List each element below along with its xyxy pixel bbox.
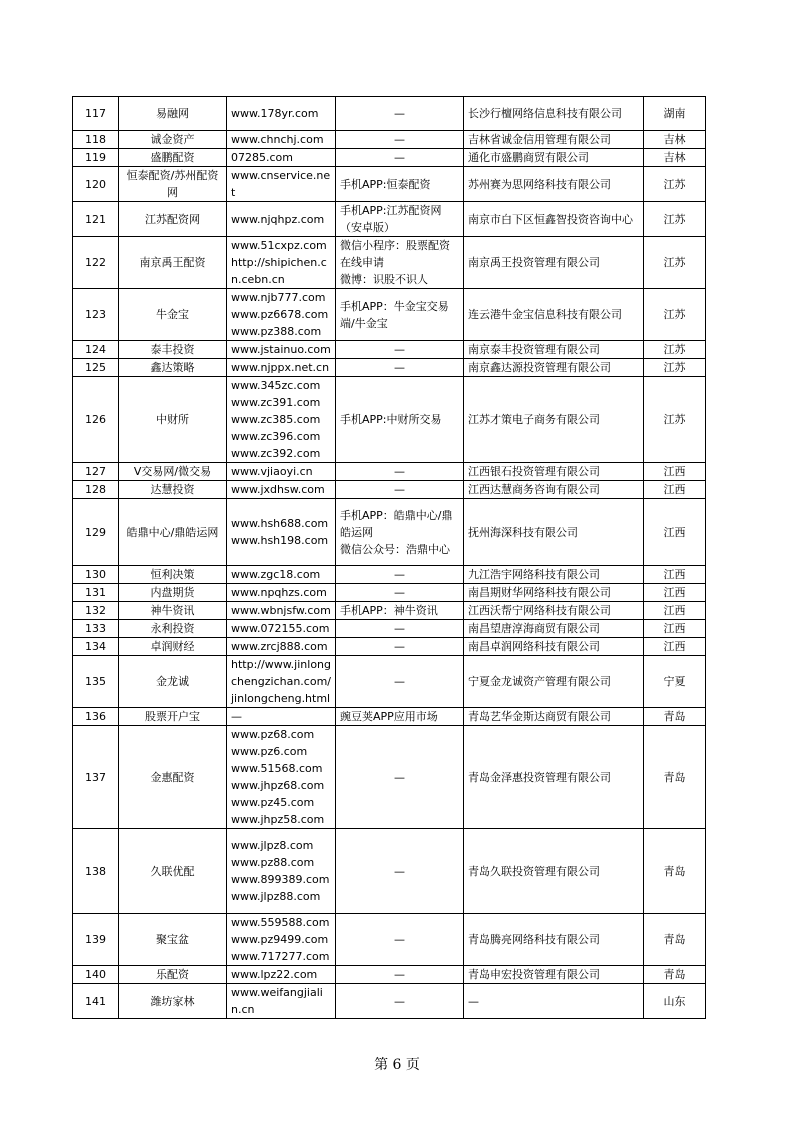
platform-name-cell: 永利投资 — [119, 620, 227, 638]
website-cell: www.hsh688.com www.hsh198.com — [227, 499, 336, 566]
row-number-cell: 119 — [73, 149, 119, 167]
app-cell: — — [336, 914, 464, 966]
website-cell: www.weifangjialin.cn — [227, 984, 336, 1019]
company-cell: 连云港牛金宝信息科技有限公司 — [464, 289, 644, 341]
company-cell: 青岛金泽惠投资管理有限公司 — [464, 726, 644, 829]
company-cell: 江西银石投资管理有限公司 — [464, 463, 644, 481]
company-cell: 南京鑫达源投资管理有限公司 — [464, 359, 644, 377]
app-cell: 手机APP:中财所交易 — [336, 377, 464, 463]
table-row — [73, 984, 706, 1019]
company-cell: 青岛艺华金斯达商贸有限公司 — [464, 708, 644, 726]
app-cell: 手机APP：牛金宝交易端/牛金宝 — [336, 289, 464, 341]
province-cell: 青岛 — [644, 966, 706, 984]
province-cell: 宁夏 — [644, 656, 706, 708]
table-row — [73, 914, 706, 966]
table-body — [73, 97, 706, 1019]
province-cell: 江西 — [644, 481, 706, 499]
company-cell: 宁夏金龙诚资产管理有限公司 — [464, 656, 644, 708]
platform-name-cell: 潍坊家林 — [119, 984, 227, 1019]
platform-name-cell: 皓鼎中心/鼎皓运网 — [119, 499, 227, 566]
table-row — [73, 377, 706, 463]
app-cell: — — [336, 966, 464, 984]
table-row — [73, 167, 706, 202]
table-row — [73, 341, 706, 359]
website-cell: www.51cxpz.com http://shipichen.cn.cebn.cn — [227, 237, 336, 289]
website-cell: www.345zc.com www.zc391.com www.zc385.com www.zc396.com www.zc392.com — [227, 377, 336, 463]
row-number-cell: 127 — [73, 463, 119, 481]
website-cell: www.chnchj.com — [227, 131, 336, 149]
app-cell: 手机APP:江苏配资网（安卓版） — [336, 202, 464, 237]
table-row — [73, 149, 706, 167]
province-cell: 江西 — [644, 638, 706, 656]
province-cell: 江苏 — [644, 167, 706, 202]
province-cell: 青岛 — [644, 914, 706, 966]
website-cell: http://www.jinlongchengzichan.com/jinlongcheng.html — [227, 656, 336, 708]
company-cell: 青岛久联投资管理有限公司 — [464, 829, 644, 914]
row-number-cell: 128 — [73, 481, 119, 499]
row-number-cell: 126 — [73, 377, 119, 463]
platform-name-cell: 易融网 — [119, 97, 227, 131]
platform-name-cell: 达慧投资 — [119, 481, 227, 499]
province-cell: 江苏 — [644, 202, 706, 237]
province-cell: 江西 — [644, 566, 706, 584]
row-number-cell: 129 — [73, 499, 119, 566]
table-row — [73, 638, 706, 656]
website-cell: www.jlpz8.com www.pz88.com www.899389.com www.jlpz88.com — [227, 829, 336, 914]
platform-name-cell: 江苏配资网 — [119, 202, 227, 237]
app-cell: 手机APP：皓鼎中心/鼎皓运网 微信公众号：浩鼎中心 — [336, 499, 464, 566]
app-cell: 微信小程序：股票配资在线申请 微博：识股不识人 — [336, 237, 464, 289]
table-row — [73, 359, 706, 377]
platform-name-cell: 诚金资产 — [119, 131, 227, 149]
company-cell: 青岛申宏投资管理有限公司 — [464, 966, 644, 984]
app-cell: — — [336, 638, 464, 656]
row-number-cell: 118 — [73, 131, 119, 149]
website-cell: www.vjiaoyi.cn — [227, 463, 336, 481]
province-cell: 江苏 — [644, 341, 706, 359]
page-number: 第 6 页 — [374, 1057, 420, 1073]
province-cell: 吉林 — [644, 149, 706, 167]
company-cell: 南京市白下区恒鑫智投资咨询中心 — [464, 202, 644, 237]
app-cell: — — [336, 984, 464, 1019]
province-cell: 江苏 — [644, 237, 706, 289]
website-cell: www.jxdhsw.com — [227, 481, 336, 499]
platform-name-cell: 南京禹王配资 — [119, 237, 227, 289]
row-number-cell: 121 — [73, 202, 119, 237]
company-cell: 南昌卓润网络科技有限公司 — [464, 638, 644, 656]
row-number-cell: 133 — [73, 620, 119, 638]
website-cell: www.njb777.com www.pz6678.com www.pz388.com — [227, 289, 336, 341]
platform-name-cell: 泰丰投资 — [119, 341, 227, 359]
table-row — [73, 289, 706, 341]
table-row — [73, 726, 706, 829]
platform-name-cell: 恒泰配资/苏州配资网 — [119, 167, 227, 202]
website-cell: www.072155.com — [227, 620, 336, 638]
company-cell: 苏州赛为思网络科技有限公司 — [464, 167, 644, 202]
app-cell: 手机APP:恒泰配资 — [336, 167, 464, 202]
platform-name-cell: 乐配资 — [119, 966, 227, 984]
row-number-cell: 141 — [73, 984, 119, 1019]
company-cell: — — [464, 984, 644, 1019]
website-cell: www.zrcj888.com — [227, 638, 336, 656]
app-cell: — — [336, 341, 464, 359]
province-cell: 吉林 — [644, 131, 706, 149]
table-row — [73, 620, 706, 638]
platform-name-cell: 股票开户宝 — [119, 708, 227, 726]
app-cell: — — [336, 566, 464, 584]
row-number-cell: 120 — [73, 167, 119, 202]
website-cell: www.njppx.net.cn — [227, 359, 336, 377]
app-cell: — — [336, 726, 464, 829]
province-cell: 青岛 — [644, 726, 706, 829]
province-cell: 湖南 — [644, 97, 706, 131]
row-number-cell: 136 — [73, 708, 119, 726]
website-cell: www.pz68.com www.pz6.com www.51568.com www.jhpz68.com www.pz45.com www.jhpz58.com — [227, 726, 336, 829]
company-cell: 吉林省诚金信用管理有限公司 — [464, 131, 644, 149]
row-number-cell: 134 — [73, 638, 119, 656]
row-number-cell: 117 — [73, 97, 119, 131]
row-number-cell: 139 — [73, 914, 119, 966]
province-cell: 江西 — [644, 602, 706, 620]
app-cell: — — [336, 620, 464, 638]
app-cell: — — [336, 97, 464, 131]
app-cell: 手机APP：神牛资讯 — [336, 602, 464, 620]
app-cell: 豌豆荚APP应用市场 — [336, 708, 464, 726]
table-row — [73, 584, 706, 602]
company-cell: 南昌望唐淳海商贸有限公司 — [464, 620, 644, 638]
company-cell: 青岛腾亮网络科技有限公司 — [464, 914, 644, 966]
table-row — [73, 481, 706, 499]
platform-name-cell: 金惠配资 — [119, 726, 227, 829]
app-cell: — — [336, 359, 464, 377]
table-row — [73, 237, 706, 289]
row-number-cell: 135 — [73, 656, 119, 708]
row-number-cell: 122 — [73, 237, 119, 289]
table-row — [73, 966, 706, 984]
app-cell: — — [336, 481, 464, 499]
platform-name-cell: V交易网/微交易 — [119, 463, 227, 481]
table-row — [73, 97, 706, 131]
website-cell: www.lpz22.com — [227, 966, 336, 984]
company-cell: 长沙行檀网络信息科技有限公司 — [464, 97, 644, 131]
app-cell: — — [336, 829, 464, 914]
website-cell: www.wbnjsfw.com — [227, 602, 336, 620]
app-cell: — — [336, 463, 464, 481]
app-cell: — — [336, 131, 464, 149]
platform-name-cell: 聚宝盆 — [119, 914, 227, 966]
platform-name-cell: 久联优配 — [119, 829, 227, 914]
table-row — [73, 656, 706, 708]
platform-name-cell: 盛鹏配资 — [119, 149, 227, 167]
row-number-cell: 138 — [73, 829, 119, 914]
row-number-cell: 140 — [73, 966, 119, 984]
table-row — [73, 602, 706, 620]
company-cell: 江西达慧商务咨询有限公司 — [464, 481, 644, 499]
website-cell: www.559588.com www.pz9499.com www.717277.com — [227, 914, 336, 966]
province-cell: 江西 — [644, 584, 706, 602]
platform-name-cell: 牛金宝 — [119, 289, 227, 341]
company-cell: 南昌期财华网络科技有限公司 — [464, 584, 644, 602]
app-cell: — — [336, 149, 464, 167]
website-cell: www.zgc18.com — [227, 566, 336, 584]
platform-list-table — [72, 96, 706, 1019]
province-cell: 江西 — [644, 499, 706, 566]
table-row — [73, 131, 706, 149]
app-cell: — — [336, 656, 464, 708]
table-row — [73, 202, 706, 237]
company-cell: 九江浩宇网络科技有限公司 — [464, 566, 644, 584]
row-number-cell: 137 — [73, 726, 119, 829]
row-number-cell: 130 — [73, 566, 119, 584]
table-row — [73, 566, 706, 584]
company-cell: 通化市盛鹏商贸有限公司 — [464, 149, 644, 167]
app-cell: — — [336, 584, 464, 602]
province-cell: 青岛 — [644, 829, 706, 914]
province-cell: 江苏 — [644, 359, 706, 377]
row-number-cell: 123 — [73, 289, 119, 341]
company-cell: 抚州海深科技有限公司 — [464, 499, 644, 566]
province-cell: 江西 — [644, 620, 706, 638]
platform-name-cell: 卓润财经 — [119, 638, 227, 656]
website-cell: www.jstainuo.com — [227, 341, 336, 359]
row-number-cell: 125 — [73, 359, 119, 377]
website-cell: www.cnservice.net — [227, 167, 336, 202]
row-number-cell: 132 — [73, 602, 119, 620]
province-cell: 江西 — [644, 463, 706, 481]
website-cell: — — [227, 708, 336, 726]
province-cell: 山东 — [644, 984, 706, 1019]
platform-name-cell: 金龙诚 — [119, 656, 227, 708]
table-row — [73, 708, 706, 726]
company-cell: 江苏才策电子商务有限公司 — [464, 377, 644, 463]
table-row — [73, 499, 706, 566]
row-number-cell: 124 — [73, 341, 119, 359]
website-cell: www.178yr.com — [227, 97, 336, 131]
table-row — [73, 829, 706, 914]
platform-name-cell: 神牛资讯 — [119, 602, 227, 620]
platform-name-cell: 内盘期货 — [119, 584, 227, 602]
website-cell: www.njqhpz.com — [227, 202, 336, 237]
company-cell: 南京泰丰投资管理有限公司 — [464, 341, 644, 359]
platform-name-cell: 恒利决策 — [119, 566, 227, 584]
website-cell: 07285.com — [227, 149, 336, 167]
website-cell: www.npqhzs.com — [227, 584, 336, 602]
table-row — [73, 463, 706, 481]
platform-name-cell: 中财所 — [119, 377, 227, 463]
company-cell: 南京禹王投资管理有限公司 — [464, 237, 644, 289]
province-cell: 青岛 — [644, 708, 706, 726]
province-cell: 江苏 — [644, 377, 706, 463]
company-cell: 江西沃帮宁网络科技有限公司 — [464, 602, 644, 620]
row-number-cell: 131 — [73, 584, 119, 602]
province-cell: 江苏 — [644, 289, 706, 341]
platform-name-cell: 鑫达策略 — [119, 359, 227, 377]
